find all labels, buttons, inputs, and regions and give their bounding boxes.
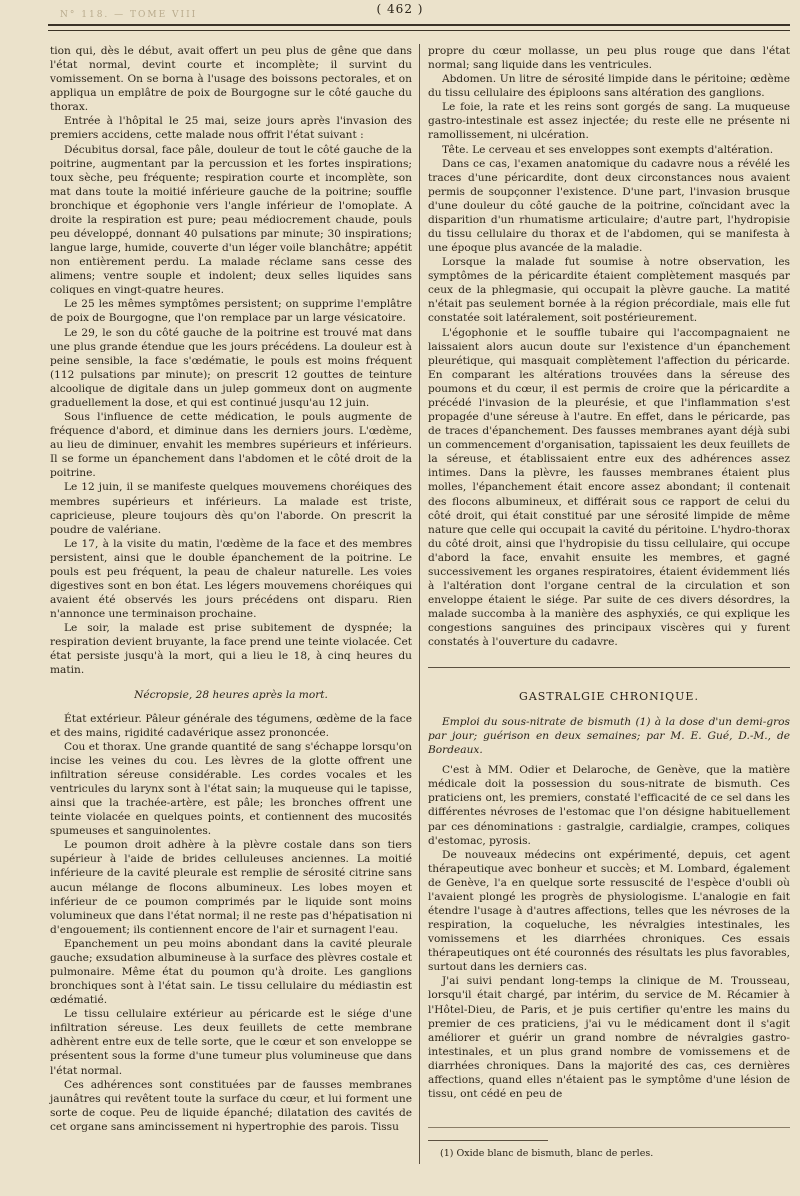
paragraph: Tête. Le cerveau et ses enveloppes sont exempts d'altération.	[442, 143, 774, 156]
paragraph: J'ai suivi pendant long-temps la clinique de M. Trousseau, lorsqu'il était chargé, par intérim, du service de M. Récamier à l'Hôtel-Dieu, de Paris, et je puis certifier qu'entre les mains du premier de ces praticiens, j'ai vu le médicament dont il s'agit améliorer et guérir un grand nombre de névralgies gastro-intestinales, et un plus grand nombre de vomissemens et de diarrhées chroniques. Dans la majorité des cas, ces dernières affections, quand elles n'étaient pas le symptôme d'une lésion de tissu, ont cédé en peu de	[428, 975, 790, 1101]
paragraph: Le 25 les mêmes symptômes persistent; on supprime l'emplâtre de poix de Bourgogne, que l'on remplace par un large vésicatoire.	[50, 298, 412, 325]
paragraph: Le 12 juin, il se manifeste quelques mouvemens choréiques des membres supérieurs et inférieurs. La malade est triste, capricieuse, pleure toujours dès qu'on l'aborde. On prescrit la poudre de valériane.	[50, 481, 412, 536]
page-number: ( 462 )	[376, 2, 424, 16]
paragraph: De nouveaux médecins ont expérimenté, depuis, cet agent thérapeutique avec bonheur et succès; et M. Lombard, également de Genève, l'a en quelque sorte ressuscité de l'espèce d'oubli où l'avaient plongé les progrès de physiologisme. L'analogie en fait étendre l'usage à d'autres affections, telles que les névroses de la respiration, la coqueluche, les névralgies intestinales, les vomissemens et les diarrhées chroniques. Ces essais thérapeutiques ont été couronnés des résultats les plus favorables, surtout dans les derniers cas.	[428, 848, 790, 974]
paragraph: Lorsque la malade fut soumise à notre observation, les symptômes de la péricardite étaient complètement masqués par ceux de la phlegmasie, qui occupait la plèvre gauche. La matité n'était pas seulement bornée à la région précordiale, mais elle fut constatée soit latéralement, soit postérieurement.	[428, 256, 790, 325]
paragraph: C'est à MM. Odier et Delaroche, de Genève, que la matière médicale doit la possession du sous-nitrate de bismuth. Ces praticiens ont, les premiers, constaté l'efficacité de ce sel dans les différentes névroses de l'estomac que l'on désigne habituellement par ces dénominations : gastralgie, cardialgie, crampes, coliques d'estomac, pyrosis.	[428, 764, 790, 847]
footnote-separator	[428, 1140, 548, 1141]
column-bottom-rule	[428, 1127, 790, 1128]
paragraph: Décubitus dorsal, face pâle, douleur de tout le côté gauche de la poitrine, augmentant par la percussion et les fortes inspirations; toux sèche, peu fréquente; respiration courte et incomplète, son mat dans toute la moitié inférieure gauche de la poitrine; souffle bronchique et égophonie vers l'angle inférieur de l'omoplate. A droite la respiration est pure; peau médiocrement chaude, pouls peu développé, donnant 40 pulsations par minute; 30 inspirations; langue large, humide, couverte d'un léger voile blanchâtre; appétit non entièrement perdu. La malade réclame sans cesse des alimens; ventre souple et indolent; deux selles liquides sans coliques en vingt-quatre heures.	[50, 143, 412, 297]
paragraph: Le soir, la malade est prise subitement de dyspnée; la respiration devient bruyante, la face prend une teinte violacée. Cet état persiste jusqu'à la mort, qui a lieu le 18, à cinq heures du matin.	[50, 622, 412, 677]
paragraph: Sous l'influence de cette médication, le pouls augmente de fréquence d'abord, et diminue dans les derniers jours. L'œdème, au lieu de diminuer, envahit les membres supérieurs et inférieurs. Il se forme un épanchement dans l'abdomen et le côté droit de la poitrine.	[50, 411, 412, 480]
header-rule	[48, 24, 790, 31]
paragraph: Entrée à l'hôpital le 25 mai, seize jours après l'invasion des premiers accidens, cette malade nous offrit l'état suivant :	[50, 115, 412, 142]
paragraph: L'égophonie et le souffle tubaire qui l'accompagnaient ne laissaient alors aucun doute sur l'existence d'un épanchement pleurétique, qui masquait complètement l'affection du péricarde. En comparant les altérations trouvées dans la séreuse des poumons et du cœur, il est permis de croire que la péricardite a précédé l'invasion de la pleurésie, et que l'inflammation s'est propagée d'une séreuse à l'autre. En effet, dans le péricarde, pas de traces d'épanchement. Des fausses membranes ayant déjà subi un commencement d'organisation, tapissaient les deux feuillets de la séreuse, et établissaient entre eux des adhérences assez intimes. Dans la plèvre, les fausses membranes étaient plus molles, l'épanchement était encore assez abondant; il contenait des flocons albumineux, et différait sous ce rapport de celui du côté droit, qui était constitué par une sérosité limpide de même nature que celle qui occupait la cavité du péritoine. L'hydro-thorax du côté droit, ainsi que l'hydropisie du tissu cellulaire, qui occupe d'abord la face, envahit ensuite les membres, et gagné successivement les organes respiratoires, étaient évidemment liés à l'altération dont l'organe central de la circulation et son enveloppe étaient le siége. Par suite de ces divers désordres, la malade succomba à la manière des asphyxiés, ce qui explique les congestions sanguines des principaux viscères qui y furent constatés à l'ouverture du cadavre.	[428, 326, 790, 649]
paragraph: propre du cœur mollasse, un peu plus rouge que dans l'état normal; sang liquide dans les ventricules.	[428, 45, 790, 72]
necropsy-heading: Nécropsie, 28 heures après la mort.	[134, 688, 328, 701]
paragraph: Ces adhérences sont constituées par de fausses membranes jaunâtres qui revêtent toute la surface du cœur, et lui forment une sorte de coque. Peu de liquide épanché; dilatation des cavités de cet organe sans amincissement ni hypertrophie des parois. Tissu	[50, 1078, 412, 1133]
column-divider	[419, 44, 420, 1164]
bleed-through-text: N° 118. — TOME VIII	[60, 10, 198, 20]
left-column	[50, 44, 412, 1134]
section-title: GASTRALGIE CHRONIQUE.	[519, 690, 699, 704]
section-subtitle: Emploi du sous-nitrate de bismuth (1) à la dose d'un demi-gros par jour; guérison en deux semaines; par M. E. Gué, D.-M., de Bordeaux.	[428, 715, 790, 757]
paragraph: Le foie, la rate et les reins sont gorgés de sang. La muqueuse gastro-intestinale est assez injectée; du reste elle ne présente ni ramollissement, ni ulcération.	[428, 101, 790, 142]
paragraph: Le poumon droit adhère à la plèvre costale dans son tiers supérieur à l'aide de brides celluleuses anciennes. La moitié inférieure de la cavité pleurale est remplie de sérosité citrine sans aucun mélange de flocons albumineux. Les lobes moyen et inférieur de ce poumon comprimés par le liquide sont moins volumineux que dans l'état normal; il ne reste pas d'hépatisation ni d'engouement; ils contiennent encore de l'air et surnagent l'eau.	[50, 839, 412, 936]
paragraph: Epanchement un peu moins abondant dans la cavité pleurale gauche; exsudation albumineuse à la surface des plèvres costale et pulmonaire. Même état du poumon qu'à droite. Les ganglions bronchiques sont à l'état sain. Le tissu cellulaire du médiastin est œdématié.	[50, 937, 412, 1007]
footnote: (1) Oxide blanc de bismuth, blanc de perles.	[440, 1148, 654, 1159]
section-separator	[428, 667, 790, 668]
paragraph: Le 29, le son du côté gauche de la poitrine est trouvé mat dans une plus grande étendue que les jours précédens. La douleur est à peine sensible, la face s'œdématie, le pouls est moins fréquent (112 pulsations par minute); on prescrit 12 gouttes de teinture alcoolique de digitale dans un julep gommeux dont on augmente graduellement la dose, et qui est continué jusqu'au 12 juin.	[50, 326, 412, 409]
paragraph: Le tissu cellulaire extérieur au péricarde est le siége d'une infiltration séreuse. Les deux feuillets de cette membrane adhèrent entre eux de telle sorte, que le cœur et son enveloppe se présentent sous la forme d'une tumeur plus volumineuse que dans l'état normal.	[50, 1008, 412, 1077]
paragraph: Cou et thorax. Une grande quantité de sang s'échappe lorsqu'on incise les veines du cou. Les lèvres de la glotte offrent une infiltration séreuse considérable. Les cordes vocales et les ventricules du larynx sont à l'état sain; la muqueuse qui le tapisse, ainsi que la trachée-artère, est pâle; les bronches offrent une teinte violacée en quelques points, et contiennent des mucosités spumeuses et sanguinolentes.	[50, 740, 412, 838]
paragraph: Dans ce cas, l'examen anatomique du cadavre nous a révélé les traces d'une péricardite, dont deux circonstances nous avaient permis de soupçonner l'existence. D'une part, l'invasion brusque d'une douleur du côté gauche de la poitrine, coïncidant avec la disparition d'un rhumatisme articulaire; d'autre part, l'hydropisie du tissu cellulaire du thorax et de l'abdomen, qui se manifesta à une époque plus avancée de la maladie.	[428, 157, 790, 255]
paragraph: tion qui, dès le début, avait offert un peu plus de gêne que dans l'état normal, devint courte et incomplète; il survint du vomissement. On se borna à l'usage des boissons pectorales, et on appliqua un emplâtre de poix de Bourgogne sur le côté gauche du thorax.	[50, 45, 412, 114]
right-column	[428, 44, 790, 1101]
paragraph: État extérieur. Pâleur générale des tégumens, œdème de la face et des mains, rigidité cadavérique assez prononcée.	[50, 712, 412, 739]
paragraph: Abdomen. Un litre de sérosité limpide dans le péritoine; œdème du tissu cellulaire des épiploons sans altération des ganglions.	[428, 73, 790, 100]
paragraph: Le 17, à la visite du matin, l'œdème de la face et des membres persistent, ainsi que le double épanchement de la poitrine. Le pouls est peu fréquent, la peau de chaleur naturelle. Les voies digestives sont en bon état. Les légers mouvemens choréiques qui avaient été observés les jours précédens ont disparu. Rien n'annonce une terminaison prochaine.	[50, 537, 412, 621]
